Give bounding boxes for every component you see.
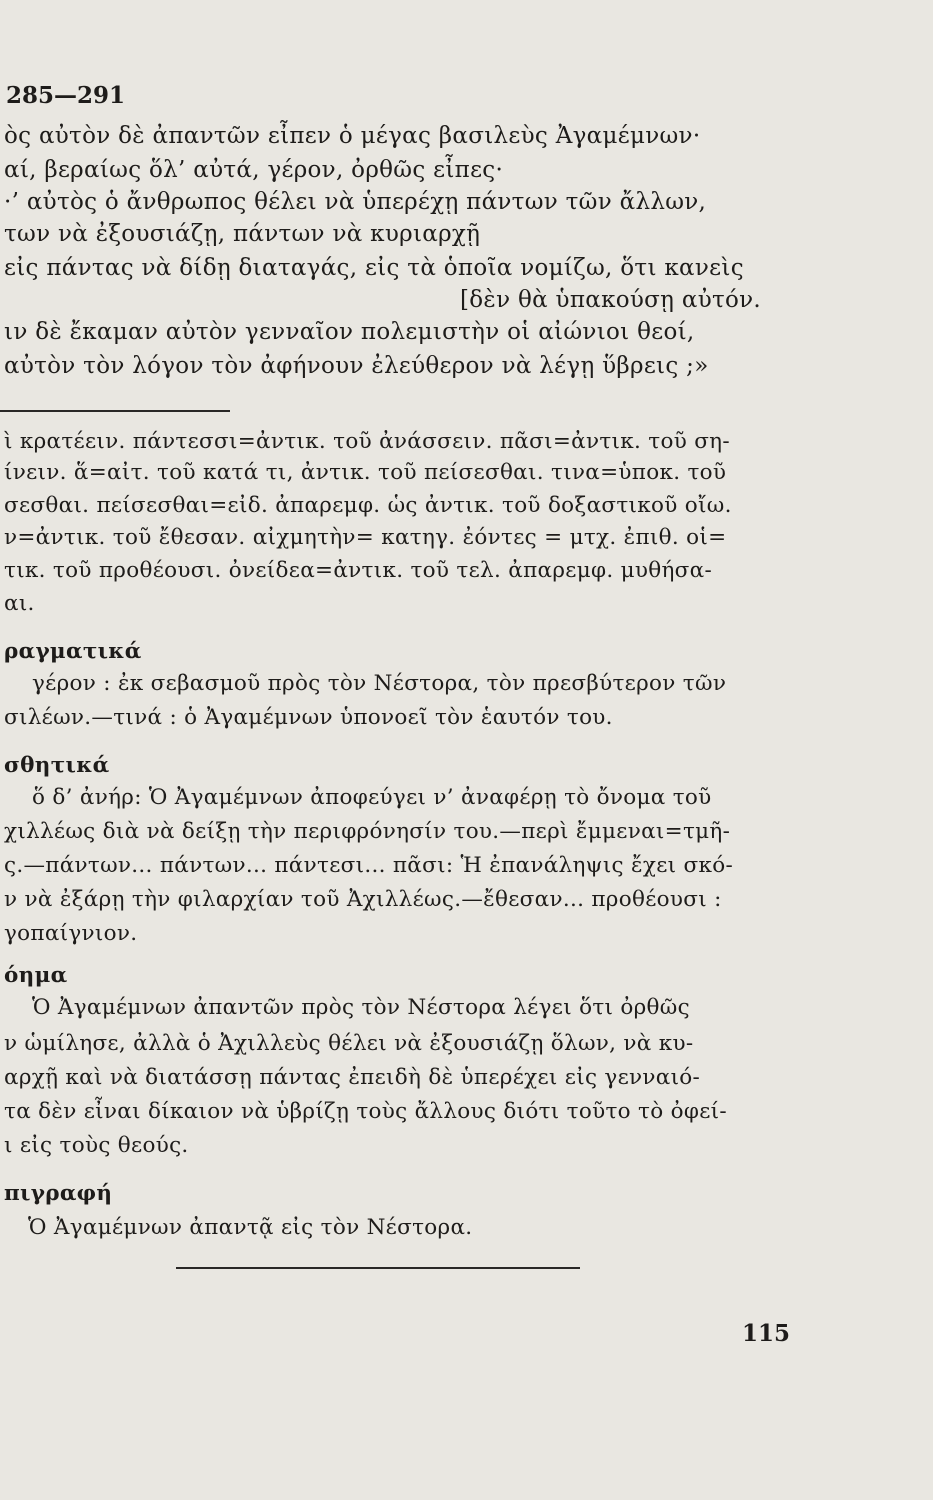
poem-line: των νὰ ἐξουσιάζῃ, πάντων νὰ κυριαρχῇ [4,221,481,247]
section-line: Ὁ Ἀγαμέμνων ἀπαντῶν πρὸς τὸν Νέστορα λέγει ὅτι ὀρθῶς [32,995,690,1020]
section-line: αρχῇ καὶ νὰ διατάσσῃ πάντας ἐπειδὴ δὲ ὑπερέχει εἰς γενναιό- [4,1065,701,1090]
section-line: ν νὰ ἐξάρῃ τὴν φιλαρχίαν τοῦ Ἀχιλλέως.—ἔθεσαν... προθέουσι : [4,887,722,912]
section-line: σιλέων.—τινά : ὁ Ἀγαμέμνων ὑπονοεῖ τὸν ἑαυτόν του. [4,705,613,730]
poem-line: αί, βεραίως ὅλ’ αὐτά, γέρον, ὀρθῶς εἶπες· [4,157,504,183]
note-line: σεσθαι. πείσεσθαι=εἰδ. ἀπαρεμφ. ὡς ἀντικ. τοῦ δοξαστικοῦ οἴω. [4,493,732,518]
poem-line: [δὲν θὰ ὑπακούσῃ αὐτόν. [460,287,762,313]
section-line: χιλλέως διὰ νὰ δείξῃ τὴν περιφρόνησίν του.—περὶ ἔμμεναι=τμῆ- [4,819,731,844]
note-line: τικ. τοῦ προθέουσι. ὀνείδεα=ἀντικ. τοῦ τελ. ἀπαρεμφ. μυθήσα- [4,558,713,583]
note-line: αι. [4,591,35,616]
section-heading-pragmatika: ραγματικά [4,639,142,664]
section-heading-aisthitika: σθητικά [4,753,110,778]
notes-divider [0,410,230,412]
note-line: ίνειν. ἅ=αἰτ. τοῦ κατά τι, ἀντικ. τοῦ πείσεσθαι. τινα=ὑποκ. τοῦ [4,460,727,485]
page-number: 115 [742,1320,791,1347]
section-line: γέρον : ἐκ σεβασμοῦ πρὸς τὸν Νέστορα, τὸν πρεσβύτερον τῶν [32,671,727,696]
section-line: ς.—πάντων... πάντων... πάντεσι... πᾶσι: Ἡ ἐπανάληψις ἔχει σκό- [4,853,734,878]
section-heading-noima: όημα [4,963,68,988]
note-line: ὶ κρατέειν. πάντεσσι=ἀντικ. τοῦ ἀνάσσειν. πᾶσι=ἀντικ. τοῦ ση- [4,429,730,454]
poem-line: ιν δὲ ἔκαμαν αὐτὸν γενναῖον πολεμιστὴν οἱ αἰώνιοι θεοί, [4,319,695,345]
poem-line: εἰς πάντας νὰ δίδῃ διαταγάς, εἰς τὰ ὁποῖα νομίζω, ὅτι κανεὶς [4,255,744,281]
poem-line: ·’ αὐτὸς ὁ ἄνθρωπος θέλει νὰ ὑπερέχῃ πάντων τῶν ἄλλων, [4,189,707,215]
section-heading-epigrafi: πιγραφή [4,1181,113,1206]
section-line: Ὁ Ἀγαμέμνων ἀπαντᾷ εἰς τὸν Νέστορα. [28,1215,473,1240]
section-line: τα δὲν εἶναι δίκαιον νὰ ὑβρίζῃ τοὺς ἄλλους διότι τοῦτο τὸ ὀφεί- [4,1099,727,1124]
section-line: ι εἰς τοὺς θεούς. [4,1133,189,1158]
poem-line: ὸς αὐτὸν δὲ ἀπαντῶν εἶπεν ὁ μέγας βασιλεὺς Ἀγαμέμνων· [4,123,701,149]
line-range-header: 285—291 [6,82,126,109]
section-line: ὅ δ’ ἀνήρ: Ὁ Ἀγαμέμνων ἀποφεύγει ν’ ἀναφέρῃ τὸ ὄνομα τοῦ [32,785,712,810]
section-line: ν ὡμίλησε, ἀλλὰ ὁ Ἀχιλλεὺς θέλει νὰ ἐξουσιάζῃ ὅλων, νὰ κυ- [4,1031,694,1056]
section-line: γοπαίγνιον. [4,921,138,946]
note-line: ν=ἀντικ. τοῦ ἔθεσαν. αἰχμητὴν= κατηγ. ἐόντες = μτχ. ἐπιθ. οἱ= [4,525,727,550]
end-divider [176,1267,580,1269]
poem-line: αὐτὸν τὸν λόγον τὸν ἀφήνουν ἐλεύθερον νὰ λέγῃ ὕβρεις ;» [4,353,709,379]
